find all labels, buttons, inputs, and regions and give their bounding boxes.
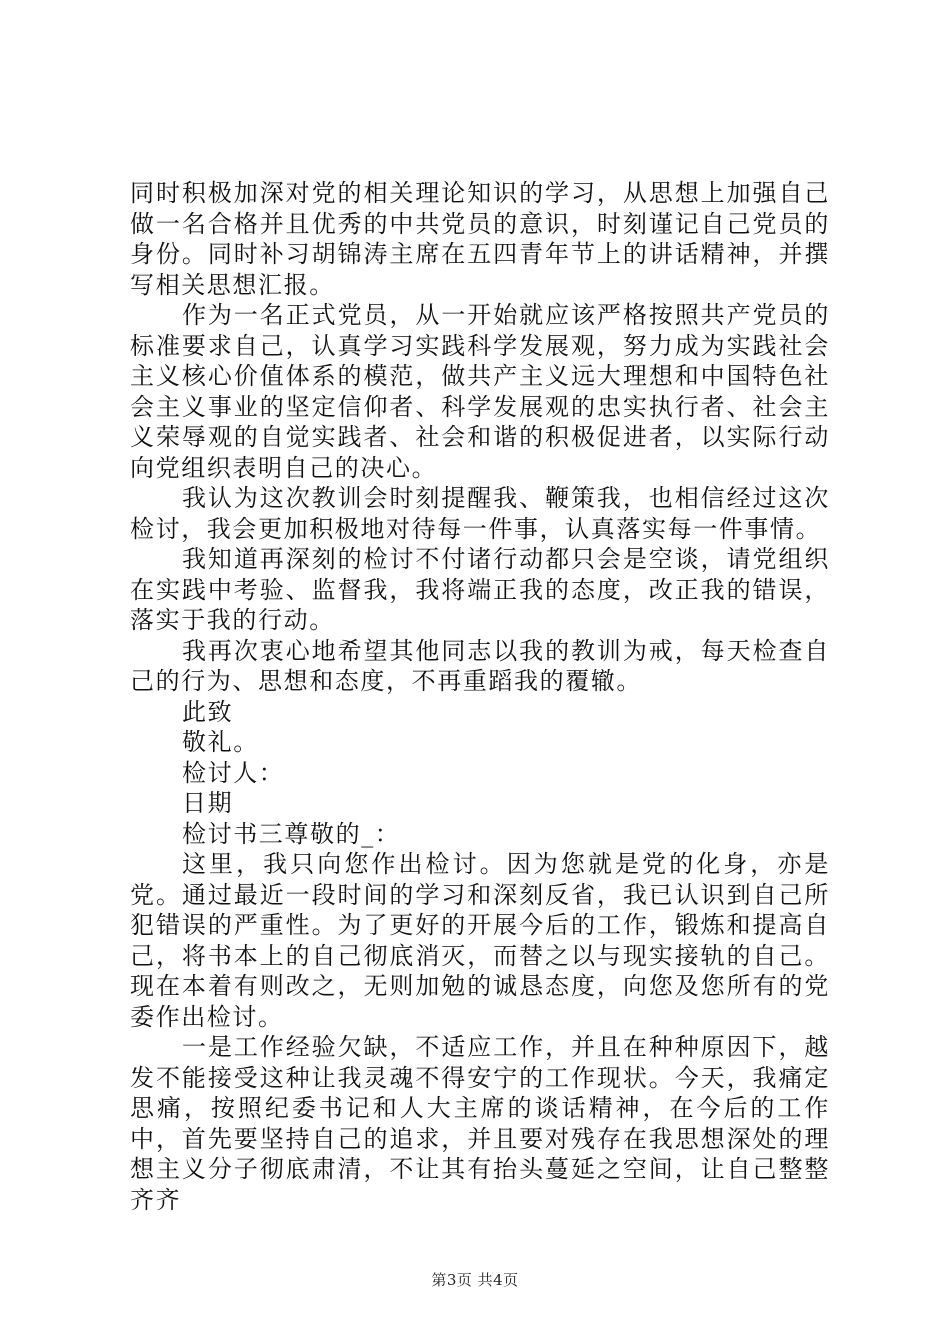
paragraph-6: 这里，我只向您作出检讨。因为您就是党的化身，亦是党。通过最近一段时间的学习和深刻反省，我已认识到自己所犯错误的严重性。为了更好的开展今后的工作，锻炼和提高自己，将书本上的自己彻底消灭，而替之以与现实接轨的自己。现在本着有则改之，无则加勉的诚恳态度，向您及您所有的党委作出检讨。 (130, 850, 830, 1031)
closing-regards: 敬礼。 (182, 728, 259, 756)
signature-label: 检讨人： (182, 758, 285, 787)
closing-salutation: 此致 (182, 697, 234, 726)
paragraph-4: 我知道再深刻的检讨不付诸行动都只会是空谈，请党组织在实践中考验、监督我，我将端正我的态度，改正我的错误，落实于我的行动。 (130, 545, 830, 634)
section-heading: 检讨书三尊敬的_： (182, 819, 401, 848)
paragraph-7: 一是工作经验欠缺，不适应工作，并且在种种原因下，越发不能接受这种让我灵魂不得安宁的工作现状。今天，我痛定思痛，按照纪委书记和人大主席的谈话精神，在今后的工作中，首先要坚持自己的追求，并且要对残存在我思想深处的理想主义分子彻底肃清，不让其有抬头蔓延之空间，让自己整整齐齐 (130, 1033, 830, 1214)
paragraph-5: 我再次衷心地希望其他同志以我的教训为戒，每天检查自己的行为、思想和态度，不再重蹈我的覆辙。 (130, 636, 830, 695)
page-footer: 第3页 共4页 (431, 1271, 519, 1289)
date-label: 日期 (182, 789, 234, 817)
paragraph-2: 作为一名正式党员，从一开始就应该严格按照共产党员的标准要求自己，认真学习实践科学发展观，努力成为实践社会主义核心价值体系的模范，做共产主义远大理想和中国特色社会主义事业的坚定信仰者、科学发展观的忠实执行者、社会主义荣辱观的自觉实践者、社会和谐的积极促进者，以实际行动向党组织表明自己的决心。 (130, 301, 830, 482)
paragraph-3: 我认为这次教训会时刻提醒我、鞭策我，也相信经过这次检讨，我会更加积极地对待每一件事，认真落实每一件事情。 (130, 484, 830, 543)
paragraph-1: 同时积极加深对党的相关理论知识的学习，从思想上加强自己做一名合格并且优秀的中共党员的意识，时刻谨记自己党员的身份。同时补习胡锦涛主席在五四青年节上的讲话精神，并撰写相关思想汇报。 (130, 179, 830, 299)
document-body (130, 178, 830, 1215)
